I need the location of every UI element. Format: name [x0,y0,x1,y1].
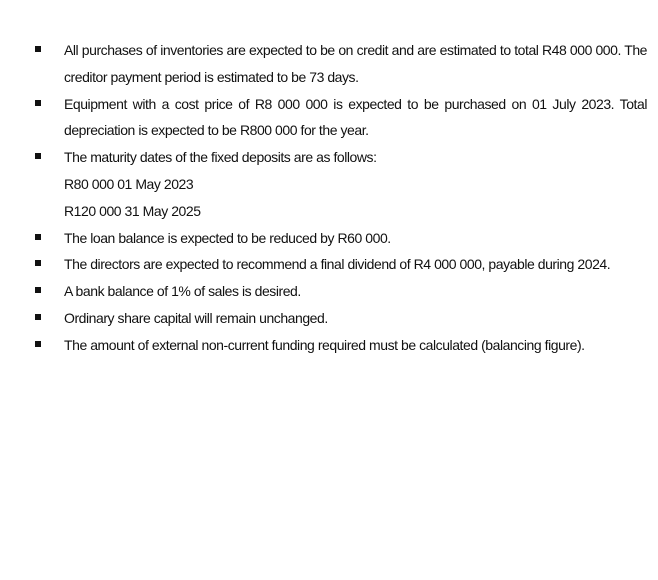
list-item-text: The maturity dates of the fixed deposits are as follows: [64,149,377,166]
list-item-text: creditor payment period is estimated to be 73 days. [64,68,359,85]
deposit-line: R120 000 31 May 2025 [64,202,201,219]
deposit-line: R80 000 01 May 2023 [64,175,194,192]
list-item-continuation [0,172,658,199]
list-item-fixed-deposits [0,145,658,172]
list-item-text: The directors are expected to recommend a final dividend of R4 000 000, payable during 2024. [64,256,611,273]
list-item-external-funding [0,333,658,360]
list-item-text: Ordinary share capital will remain unchanged. [64,309,328,326]
list-item-text: All purchases of inventories are expected to be on credit and are estimated to total R48 000 000. The [64,42,647,58]
list-item-text: The amount of external non-current funding required must be calculated (balancing figure). [64,336,585,353]
list-item-text: Equipment with a cost price of R8 000 000 is expected to be purchased on 01 July 2023. Total [64,95,647,112]
bullet-icon [35,287,41,293]
list-item-purchases [0,38,658,65]
document-body [0,38,658,360]
list-item-equipment [0,92,658,119]
list-item-continuation [0,118,658,145]
list-item-loan [0,226,658,253]
list-item-text: depreciation is expected to be R800 000 for the year. [64,122,369,139]
bullet-icon [35,46,41,52]
list-item-share-capital [0,306,658,333]
list-item-continuation [0,65,658,92]
list-item-text: The loan balance is expected to be reduced by R60 000. [64,229,391,246]
bullet-icon [35,234,41,240]
list-item-dividend [0,252,658,279]
bullet-icon [35,314,41,320]
list-item-bank-balance [0,279,658,306]
bullet-icon [35,341,41,347]
bullet-icon [35,260,41,266]
list-item-text: A bank balance of 1% of sales is desired. [64,283,301,300]
list-item-continuation [0,199,658,226]
bullet-icon [35,153,41,159]
bullet-icon [35,100,41,106]
